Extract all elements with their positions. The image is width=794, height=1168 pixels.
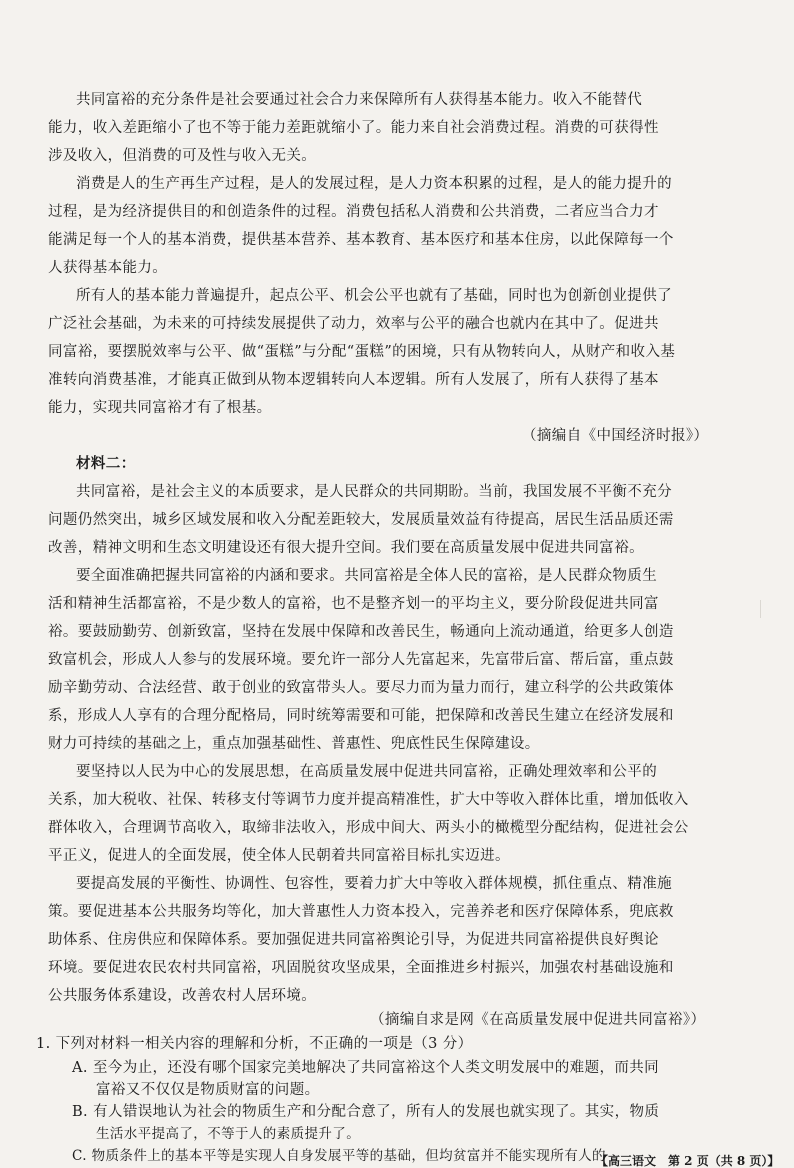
scan-mark — [760, 600, 767, 618]
paragraph-line: 所有人的基本能力普遍提升，起点公平、机会公平也就有了基础，同时也为创新创业提供了 — [76, 288, 672, 304]
paragraph-line: 过程，是为经济提供目的和创造条件的过程。消费包括私人消费和公共消费，二者应当合力才 — [48, 204, 659, 220]
paragraph-line: 公共服务体系建设，改善农村人居环境。 — [48, 988, 317, 1004]
paragraph-line: 策。要促进基本公共服务均等化，加大普惠性人力资本投入，完善养老和医疗保障体系，兜底救 — [48, 904, 674, 920]
paragraph-line: 人获得基本能力。 — [48, 260, 168, 276]
option-b-line: B. 有人错误地认为社会的物质生产和分配合意了，所有人的发展也就实现了。其实，物质 — [72, 1104, 660, 1120]
paragraph-line: 涉及收入，但消费的可及性与收入无关。 — [48, 148, 317, 164]
source-citation: （摘编自求是网《在高质量发展中促进共同富裕》） — [370, 1012, 706, 1028]
section-heading: 材料二： — [76, 455, 136, 472]
paragraph-line: 要全面准确把握共同富裕的内涵和要求。共同富裕是全体人民的富裕，是人民群众物质生 — [76, 568, 658, 584]
paragraph-line: 共同富裕，是社会主义的本质要求，是人民群众的共同期盼。当前，我国发展不平衡不充分 — [76, 484, 672, 500]
paragraph-line: 能力，实现共同富裕才有了根基。 — [48, 400, 272, 416]
paragraph-line: 助体系、住房供应和保障体系。要加强促进共同富裕舆论引导，为促进共同富裕提供良好舆论 — [48, 932, 659, 948]
paragraph-line: 关系，加大税收、社保、转移支付等调节力度并提高精准性，扩大中等收入群体比重，增加低收入 — [48, 792, 689, 808]
paragraph-line: 同富裕，要摆脱效率与公平、做“蛋糕”与分配“蛋糕”的困境，只有从物转向人，从财产和收入基 — [48, 344, 676, 360]
paragraph-line: 共同富裕的充分条件是社会要通过社会合力来保障所有人获得基本能力。收入不能替代 — [76, 92, 643, 108]
paragraph-line: 裕。要鼓励勤劳、创新致富，坚持在发展中保障和改善民生，畅通向上流动通道，给更多人创造 — [48, 624, 674, 640]
paragraph-line: 广泛社会基础，为未来的可持续发展提供了动力，效率与公平的融合也就内在其中了。促进共 — [48, 316, 659, 332]
paragraph-line: 系，形成人人享有的合理分配格局，同时统筹需要和可能，把保障和改善民生建立在经济发展和 — [48, 708, 674, 724]
paragraph-line: 群体收入，合理调节高收入，取缔非法收入，形成中间大、两头小的橄榄型分配结构，促进社会公 — [48, 820, 689, 836]
paragraph-line: 问题仍然突出，城乡区域发展和收入分配差距较大，发展质量效益有待提高，居民生活品质还需 — [48, 512, 674, 528]
paragraph-line: 励辛勤劳动、合法经营、敢于创业的致富带头人。要尽力而为量力而行，建立科学的公共政策体 — [48, 680, 674, 696]
page-footer: 【高三语文 第 2 页（共 8 页）】 — [596, 1154, 780, 1168]
option-a-line: 富裕又不仅仅是物质财富的问题。 — [96, 1082, 320, 1098]
paragraph-line: 要提高发展的平衡性、协调性、包容性，要着力扩大中等收入群体规模，抓住重点、精准施 — [76, 876, 672, 892]
option-b-line: 生活水平提高了，不等于人的素质提升了。 — [96, 1126, 361, 1142]
paragraph-line: 致富机会，形成人人参与的发展环境。要允许一部分人先富起来，先富带后富、帮后富，重点鼓 — [48, 652, 674, 668]
footer-band — [0, 1150, 794, 1168]
paragraph-line: 准转向消费基准，才能真正做到从物本逻辑转向人本逻辑。所有人发展了，所有人获得了基本 — [48, 372, 659, 388]
paragraph-line: 要坚持以人民为中心的发展思想，在高质量发展中促进共同富裕，正确处理效率和公平的 — [76, 764, 658, 780]
paragraph-line: 能满足每一个人的基本消费，提供基本营养、基本教育、基本医疗和基本住房，以此保障每一个 — [48, 232, 674, 248]
question-stem: 1. 下列对材料一相关内容的理解和分析，不正确的一项是（3 分） — [36, 1036, 473, 1052]
paragraph-line: 能力，收入差距缩小了也不等于能力差距就缩小了。能力来自社会消费过程。消费的可获得性 — [48, 120, 659, 136]
paragraph-line: 改善，精神文明和生态文明建设还有很大提升空间。我们要在高质量发展中促进共同富裕。 — [48, 540, 644, 556]
paragraph-line: 活和精神生活都富裕，不是少数人的富裕，也不是整齐划一的平均主义，要分阶段促进共同富 — [48, 596, 659, 612]
option-a-line: A. 至今为止，还没有哪个国家完美地解决了共同富裕这个人类文明发展中的难题，而共同 — [72, 1060, 660, 1076]
paragraph-line: 平正义，促进人的全面发展，使全体人民朝着共同富裕目标扎实迈进。 — [48, 848, 510, 864]
paragraph-line: 环境。要促进农民农村共同富裕，巩固脱贫攻坚成果，全面推进乡村振兴，加强农村基础设施和 — [48, 960, 674, 976]
paragraph-line: 消费是人的生产再生产过程，是人的发展过程，是人力资本积累的过程，是人的能力提升的 — [76, 176, 672, 192]
paragraph-line: 财力可持续的基础之上，重点加强基础性、普惠性、兜底性民生保障建设。 — [48, 736, 540, 752]
option-c-line: C. 物质条件上的基本平等是实现人自身发展平等的基础，但均贫富并不能实现所有人的 — [72, 1148, 606, 1164]
source-citation: （摘编自《中国经济时报》） — [522, 428, 709, 444]
